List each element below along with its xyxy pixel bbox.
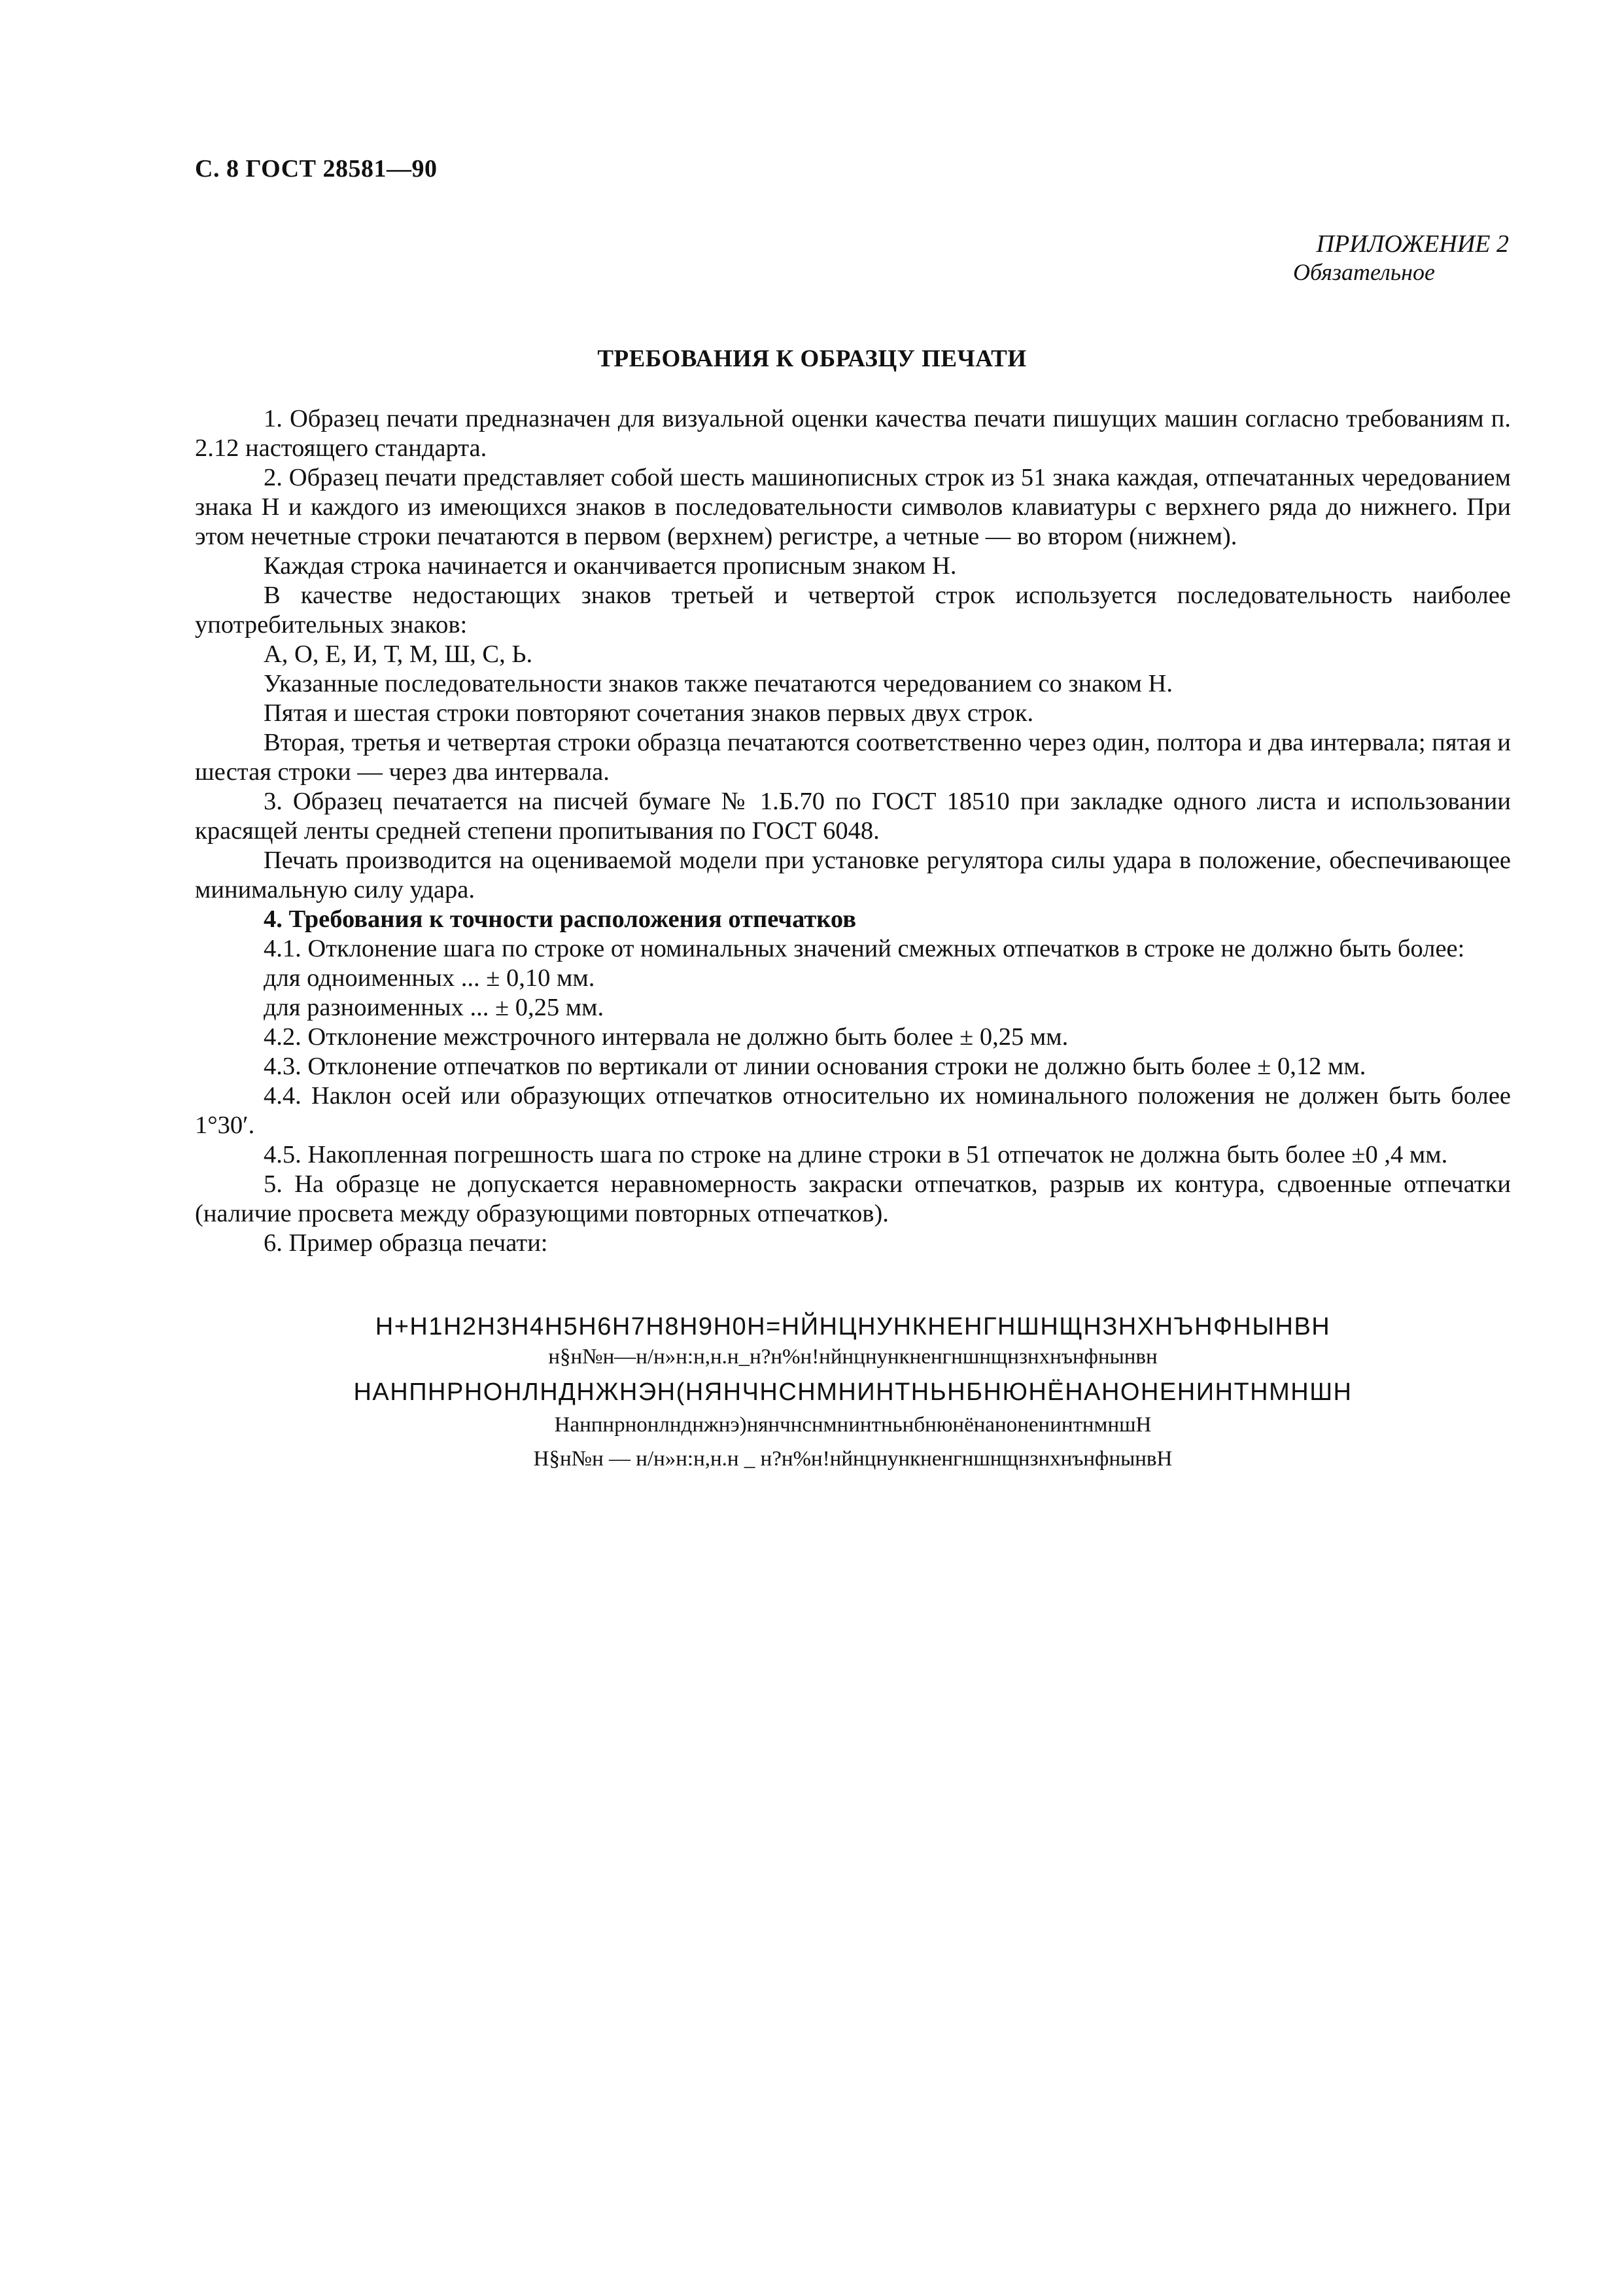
sample-line: Н§н№н — н/н»н:н,н.н _ н?н%н!нйнцнункненгншнщнзнхнънфнынвН <box>533 1447 1173 1471</box>
paragraph: 4.4. Наклон осей или образующих отпечатков относительно их номинального положения не должен быть более 1°30′. <box>195 1082 1511 1139</box>
paragraph: 4.5. Накопленная погрешность шага по строке на длине строки в 51 отпечаток не должна быть более ±0 ,4 мм. <box>264 1141 1448 1168</box>
page-header: С. 8 ГОСТ 28581—90 <box>195 155 438 183</box>
section-heading: 4. Требования к точности расположения отпечатков <box>264 905 857 933</box>
sample-line: Н+Н1Н2Н3Н4Н5Н6Н7Н8Н9Н0Н=НЙНЦНУНКНЕНГНШНЩНЗНХНЪНФНЫНВН <box>375 1313 1331 1340</box>
appendix-status: Обязательное <box>1293 258 1435 285</box>
paragraph: 3. Образец печатается на писчей бумаге № 1.Б.70 по ГОСТ 18510 при закладке одного листа и использовании красящей ленты средней степени пропитывания по ГОСТ 6048. <box>195 788 1511 845</box>
paragraph: В качестве недостающих знаков третьей и четвертой строк используется последовательность наиболее употребительных знаков: <box>195 582 1511 639</box>
appendix-label <box>1293 230 1509 286</box>
document-body <box>195 404 1511 1258</box>
sample-line: НАНПНРНОНЛНДНЖНЭН(НЯНЧНСНМНИНТНЬНБНЮНЁНАНОНЕНИНТНМНШН <box>353 1378 1353 1406</box>
paragraph: для разноименных ... ± 0,25 мм. <box>264 994 604 1021</box>
paragraph: Указанные последовательности знаков также печатаются чередованием со знаком Н. <box>264 670 1173 697</box>
paragraph: Каждая строка начинается и оканчивается прописным знаком Н. <box>264 552 957 580</box>
paragraph: 5. На образце не допускается неравномерность закраски отпечатков, разрыв их контура, сдвоенные отпечатки (наличие просвета между образующими повторных отпечатков). <box>195 1170 1511 1227</box>
paragraph: для одноименных ... ± 0,10 мм. <box>264 964 595 992</box>
paragraph: 4.2. Отклонение межстрочного интервала не должно быть более ± 0,25 мм. <box>264 1023 1069 1051</box>
paragraph: Пятая и шестая строки повторяют сочетания знаков первых двух строк. <box>264 699 1034 727</box>
paragraph: 6. Пример образца печати: <box>264 1229 548 1257</box>
sample-line: Нанпнрнонлнднжнэ)нянчнснмнинтньнбнюнёнаноненинтнмншН <box>554 1413 1152 1437</box>
paragraph: А, О, Е, И, Т, М, Ш, С, Ь. <box>264 640 533 668</box>
paragraph: 1. Образец печати предназначен для визуальной оценки качества печати пишущих машин согласно требованиям п. 2.12 настоящего стандарта. <box>195 405 1511 462</box>
paragraph: 4.1. Отклонение шага по строке от номинальных значений смежных отпечатков в строке не должно быть более: <box>264 935 1465 962</box>
sample-line: н§н№н—н/н»н:н,н.н_н?н%н!нйнцнункненгншнщнзнхнънфнынвн <box>548 1345 1158 1369</box>
paragraph: Вторая, третья и четвертая строки образца печатаются соответственно через один, полтора и два интервала; пятая и шестая строки — через два интервала. <box>195 729 1511 786</box>
paragraph: 4.3. Отклонение отпечатков по вертикали от линии основания строки не должно быть более ± 0,12 мм. <box>264 1053 1366 1080</box>
paragraph: Печать производится на оцениваемой модели при установке регулятора силы удара в положение, обеспечивающее минимальную силу удара. <box>195 847 1511 903</box>
print-sample <box>195 1312 1511 1474</box>
paragraph: 2. Образец печати представляет собой шесть машинописных строк из 51 знака каждая, отпечатанных чередованием знака Н и каждого из имеющихся знаков в последовательности символов клавиатуры с верхнего ряда до нижнего. При этом нечетные строки печатаются в первом (верхнем) регистре, а четные — во втором (нижнем). <box>195 464 1511 550</box>
document-title: ТРЕБОВАНИЯ К ОБРАЗЦУ ПЕЧАТИ <box>597 345 1027 372</box>
appendix-title: ПРИЛОЖЕНИЕ 2 <box>1316 230 1509 258</box>
